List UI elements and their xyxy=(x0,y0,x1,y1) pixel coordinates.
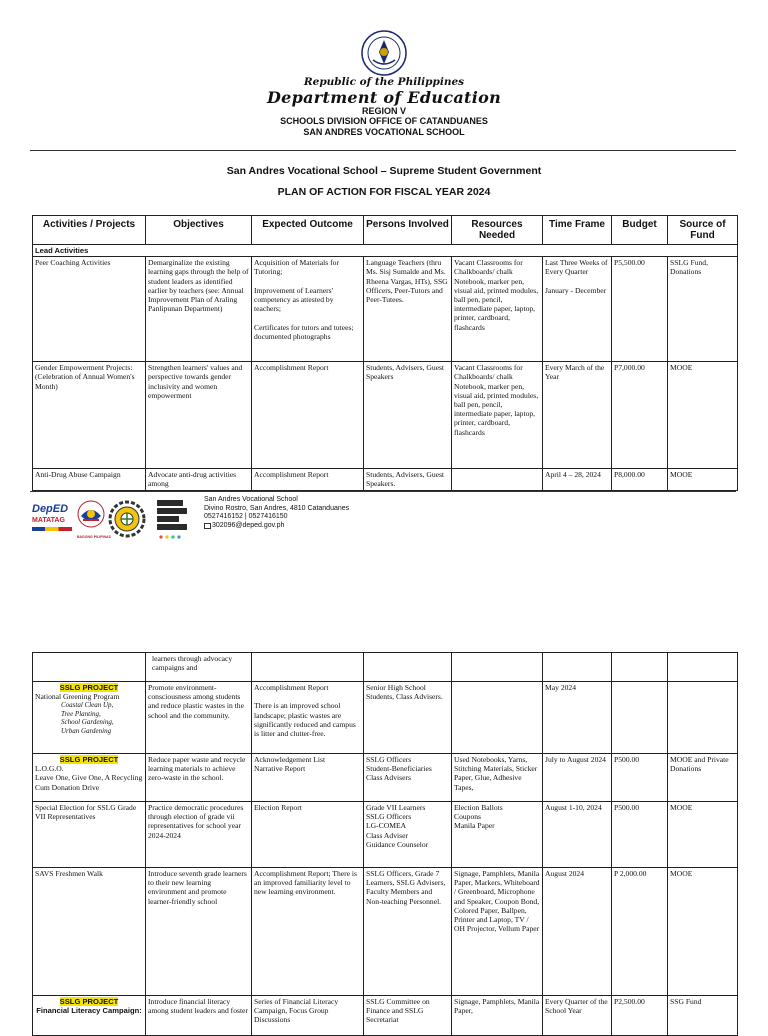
bagong-pilipinas-icon xyxy=(77,500,105,530)
cell-outcome: Accomplishment Report xyxy=(252,469,364,490)
matatag-text: MATATAG xyxy=(32,517,65,524)
activity-subitem: Coastal Clean Up, xyxy=(61,701,114,710)
cell-fund: MOOE and Private Donations xyxy=(668,754,738,802)
cell-persons: SSLG Committee on Finance and SSLG Secretariat xyxy=(364,996,452,1036)
cell-activity xyxy=(33,362,146,469)
cell-outcome: Series of Financial Literacy Campaign, Focus Group Discussions xyxy=(252,996,364,1036)
footer-address: Divino Rostro, San Andres, 4810 Catanduanes xyxy=(204,504,350,512)
cell-activity xyxy=(33,996,146,1036)
sdo-logo xyxy=(153,498,191,542)
matatag-stripes xyxy=(32,527,72,531)
cell-time: Last Three Weeks of Every Quarter January - December xyxy=(543,257,612,362)
table-row xyxy=(33,754,738,802)
activity-title: National Greening Program xyxy=(35,692,120,702)
cell-objectives: Advocate anti-drug activities among xyxy=(146,469,252,490)
cell-objectives: Introduce seventh grade learners to their new learning environment and promote learner-friendly school xyxy=(146,868,252,996)
seal-icon xyxy=(361,30,407,76)
gear-icon xyxy=(108,500,146,538)
cell-resources xyxy=(452,469,543,490)
plan-table-page2 xyxy=(32,652,738,1036)
deped-logo-text: DepED xyxy=(32,503,69,515)
email-icon xyxy=(204,523,211,529)
cell-outcome: Accomplishment Report; There is an improved familiarity level to new learning environment. xyxy=(252,868,364,996)
activity-subitem: School Gardening, xyxy=(61,718,114,727)
footer-divider xyxy=(30,491,736,492)
cell-fund: SSLG Fund, Donations xyxy=(668,257,738,362)
col-header-budget: Budget xyxy=(612,216,668,245)
table-header-row xyxy=(33,216,738,245)
plan-table-page1 xyxy=(32,215,738,491)
sslg-project-tag: SSLG PROJECT xyxy=(59,755,119,764)
sslg-project-tag: SSLG PROJECT xyxy=(59,683,119,692)
table-row xyxy=(33,802,738,868)
cell-objectives: Demarginalize the existing learning gaps through the help of student leaders as identified earlier by teachers (see: Annual Improvement Plan of Araling Panlipunan Department) xyxy=(146,257,252,362)
cell-objectives: Practice democratic procedures through election of grade vii representatives for school year 2024-2024 xyxy=(146,802,252,868)
cell-fund: MOOE xyxy=(668,802,738,868)
cell-outcome: Accomplishment Report There is an improved school landscape; plastic wastes are significantly reduced and campus is litter and clutter-free. xyxy=(252,682,364,754)
cell-time: July to August 2024 xyxy=(543,754,612,802)
cell-persons xyxy=(364,653,452,682)
col-header-objectives: Objectives xyxy=(146,216,252,245)
footer-email: 302096@deped.gov.ph xyxy=(212,521,285,529)
cell-fund: SSG Fund xyxy=(668,996,738,1036)
cell-time xyxy=(543,653,612,682)
cell-activity xyxy=(33,754,146,802)
section-label: Lead Activities xyxy=(33,245,738,257)
cell-fund: MOOE xyxy=(668,469,738,490)
cell-resources: Vacant Classrooms for Chalkboards/ chalk Notebook, marker pen, visual aid, printed modules, ball pen, pencil, intermediate paper, laptop, printer, cardboard, flashcards xyxy=(452,257,543,362)
cell-outcome: Accomplishment Report xyxy=(252,362,364,469)
deped-matatag-logo xyxy=(32,502,74,540)
activity-title: Financial Literacy Campaign: xyxy=(36,1006,142,1016)
col-header-time: Time Frame xyxy=(543,216,612,245)
table-row xyxy=(33,257,738,362)
cell-budget: P7,000.00 xyxy=(612,362,668,469)
footer-phone: 0527416152 | 0527416150 xyxy=(204,513,288,521)
cell-outcome: Acquisition of Materials for Tutoring; Improvement of Learners' competency as attested by teachers; Certificates for tutors and tutees; documented photographs xyxy=(252,257,364,362)
cell-activity: Special Election for SSLG Grade VII Representatives xyxy=(33,802,146,868)
sslg-project-tag: SSLG PROJECT xyxy=(59,997,119,1006)
cell-persons: Students, Advisers, Guest Speakers xyxy=(364,362,452,469)
table-row xyxy=(33,362,738,469)
cell-time: April 4 – 28, 2024 xyxy=(543,469,612,490)
cell-outcome: Acknowledgement List Narrative Report xyxy=(252,754,364,802)
table-row xyxy=(33,682,738,754)
cell-activity: Peer Coaching Activities xyxy=(33,257,146,362)
cell-outcome xyxy=(252,653,364,682)
footer-contact xyxy=(204,496,464,530)
cell-activity xyxy=(33,653,146,682)
activity-line: (Celebration of Annual Women's Month) xyxy=(35,372,135,391)
school-gear-logo xyxy=(108,500,146,538)
cell-outcome: Election Report xyxy=(252,802,364,868)
cell-objectives: Strengthen learners' values and perspective towards gender inclusivity and women empowerment xyxy=(146,362,252,469)
cell-persons: Grade VII Learners SSLG Officers LG-COMEA Class Adviser Guidance Counselor xyxy=(364,802,452,868)
department-title: Department of Education xyxy=(266,88,502,107)
bars-logo-icon xyxy=(153,498,191,542)
division-line: SCHOOLS DIVISION OFFICE OF CATANDUANES xyxy=(280,116,488,126)
cell-time: August 2024 xyxy=(543,868,612,996)
cell-budget: P5,500.00 xyxy=(612,257,668,362)
section-row xyxy=(33,245,738,257)
activity-subitem: Urban Gardening xyxy=(61,726,112,735)
col-header-outcome: Expected Outcome xyxy=(252,216,364,245)
bagong-pilipinas-logo xyxy=(77,500,111,540)
cell-budget: P 2,000.00 xyxy=(612,868,668,996)
cell-objectives: Reduce paper waste and recycle learning materials to achieve zero-waste in the school. xyxy=(146,754,252,802)
cell-activity: SAVS Freshmen Walk xyxy=(33,868,146,996)
cell-resources: Election Ballots Coupons Manila Paper xyxy=(452,802,543,868)
cell-resources: Signage, Pamphlets, Manila Paper, Markers, Whiteboard / Greenboard, Microphone and Speaker, Coupon Bond, Colored Paper, Ballpen, Printer and Laptop, TV / OH Projector, Vellum Paper xyxy=(452,868,543,996)
cell-resources: Used Notebooks, Yarns, Stitching Materials, Sticker Paper, Glue, Adhesive Tapes, xyxy=(452,754,543,802)
table-row xyxy=(33,868,738,996)
cell-resources xyxy=(452,653,543,682)
cell-fund xyxy=(668,682,738,754)
bagong-pilipinas-text: BAGONG PILIPINAS xyxy=(77,535,111,539)
cell-resources: Vacant Classrooms for Chalkboards/ chalk Notebook, marker pen, visual aid, printed modules, ball pen, pencil, intermediate paper, laptop, printer, cardboard, flashcards xyxy=(452,362,543,469)
cell-fund: MOOE xyxy=(668,362,738,469)
col-header-activities: Activities / Projects xyxy=(33,216,146,245)
cell-budget xyxy=(612,682,668,754)
footer-email-row xyxy=(204,522,464,531)
activity-title: L.O.G.O. Leave One, Give One, A Recycling Cum Donation Drive xyxy=(35,764,143,792)
cell-time: August 1-10, 2024 xyxy=(543,802,612,868)
cell-persons: SSLG Officers Student-Beneficiaries Class Advisers xyxy=(364,754,452,802)
cell-budget: P2,500.00 xyxy=(612,996,668,1036)
cell-activity: Anti-Drug Abuse Campaign xyxy=(33,469,146,490)
republic-line: Republic of the Philippines xyxy=(303,76,465,88)
cell-persons: Senior High School Students, Class Advisers. xyxy=(364,682,452,754)
cell-budget: P8,000.00 xyxy=(612,469,668,490)
cell-fund xyxy=(668,653,738,682)
cell-budget: P500.00 xyxy=(612,754,668,802)
region-line: REGION V xyxy=(361,106,406,116)
cell-resources: Signage, Pamphlets, Manila Paper, xyxy=(452,996,543,1036)
deped-seal xyxy=(361,30,407,76)
cell-time: Every Quarter of the School Year xyxy=(543,996,612,1036)
activity-subitem: Tree Planting, xyxy=(61,709,101,718)
cell-persons: Language Teachers (thru Ms. Sisj Sumalde and Ms. Rheena Vargas, HTs), SSG Officers, Peer-Tutors and Peer-Tutees. xyxy=(364,257,452,362)
cell-fund: MOOE xyxy=(668,868,738,996)
cell-objectives: Promote environment-consciousness among students and reduce plastic wastes in the school and the community. xyxy=(146,682,252,754)
table-row xyxy=(33,469,738,490)
table-row xyxy=(33,653,738,682)
org-title: San Andres Vocational School – Supreme Student Government xyxy=(226,165,542,177)
cell-activity xyxy=(33,682,146,754)
cell-resources xyxy=(452,682,543,754)
cell-objectives: learners through advocacy campaigns and xyxy=(146,653,252,682)
plan-title: PLAN OF ACTION FOR FISCAL YEAR 2024 xyxy=(277,186,491,198)
cell-budget: P500.00 xyxy=(612,802,668,868)
cell-time: May 2024 xyxy=(543,682,612,754)
cell-objectives: Introduce financial literacy among student leaders and foster xyxy=(146,996,252,1036)
table-row xyxy=(33,996,738,1036)
cell-persons: Students, Advisers, Guest Speakers. xyxy=(364,469,452,490)
activity-line: Gender Empowerment Projects: xyxy=(35,363,133,373)
cell-time: Every March of the Year xyxy=(543,362,612,469)
school-line: SAN ANDRES VOCATIONAL SCHOOL xyxy=(303,127,465,137)
cell-persons: SSLG Officers, Grade 7 Learners, SSLG Advisers, Faculty Members and Non-teaching Personnel. xyxy=(364,868,452,996)
col-header-fund: Source of Fund xyxy=(668,216,738,245)
col-header-resources: Resources Needed xyxy=(452,216,543,245)
footer-school-name: San Andres Vocational School xyxy=(204,496,298,503)
header-divider xyxy=(30,150,736,151)
cell-budget xyxy=(612,653,668,682)
col-header-persons: Persons Involved xyxy=(364,216,452,245)
